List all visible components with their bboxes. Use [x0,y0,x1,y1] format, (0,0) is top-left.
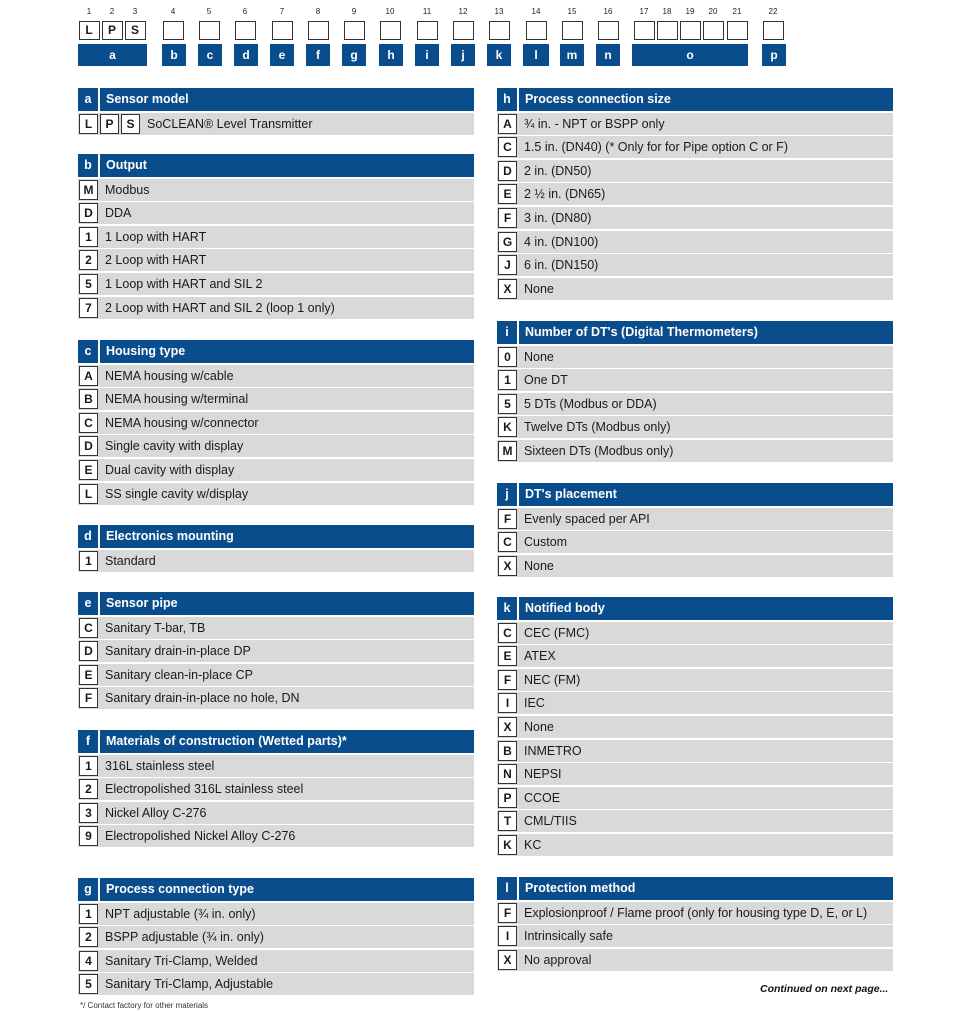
option-code: C [79,413,98,433]
option-row [497,136,893,158]
option-row [497,113,893,135]
option-row [78,640,474,662]
option-description: Twelve DTs (Modbus only) [524,420,671,435]
section-title: Output [106,158,147,172]
section-title: Electronics mounting [106,529,234,543]
option-description: None [524,719,554,734]
option-row [497,278,893,300]
option-code: C [498,623,517,643]
option-description: Sanitary Tri-Clamp, Welded [105,953,258,968]
option-description: None [524,281,554,296]
option-row [497,393,893,415]
option-row [497,622,893,644]
option-code: 1 [79,551,98,571]
option-code: 7 [79,298,98,318]
option-code: X [498,556,517,576]
position-number: 13 [494,7,504,16]
option-description: NEMA housing w/cable [105,368,234,383]
option-row [78,459,474,481]
option-code: C [498,532,517,552]
option-row [497,416,893,438]
option-row [497,555,893,577]
code-box [727,21,748,40]
code-box [344,21,365,40]
code-box [763,21,784,40]
section-letter: h [497,88,519,111]
section-title: Notified body [525,601,605,615]
option-code: M [498,441,517,461]
option-description: No approval [524,952,592,967]
option-code: I [498,926,517,946]
option-description: DDA [105,206,132,221]
code-box: S [125,21,146,40]
option-row [497,207,893,229]
option-description: Nickel Alloy C-276 [105,805,207,820]
position-number: 20 [708,7,718,16]
section-letter: a [78,88,100,111]
section-header [78,88,474,111]
option-description: 3 in. (DN80) [524,210,592,225]
code-box [453,21,474,40]
option-description: SoCLEAN® Level Transmitter [147,116,313,131]
section-letter: l [497,877,519,900]
position-number: 8 [315,7,321,16]
option-description: Sanitary drain-in-place DP [105,644,251,659]
option-description: CCOE [524,790,561,805]
section-header [78,525,474,548]
option-code: J [498,255,517,275]
code-letter-f: f [306,44,330,66]
code-box [526,21,547,40]
section-letter: c [78,340,100,363]
option-code: L [79,484,98,504]
option-description: 2 Loop with HART [105,253,207,268]
code-box [562,21,583,40]
option-row [497,740,893,762]
option-code: F [498,509,517,529]
option-code: N [498,764,517,784]
section-k [497,597,893,856]
option-row [497,949,893,971]
option-row [78,778,474,800]
option-description: 4 in. (DN100) [524,234,599,249]
code-box [680,21,701,40]
option-code: D [79,436,98,456]
option-description: Evenly spaced per API [524,511,650,526]
option-description: BSPP adjustable (¾ in. only) [105,930,264,945]
section-letter: g [78,878,100,901]
option-code: L [79,114,98,134]
option-description: 2 ½ in. (DN65) [524,187,606,202]
option-code: 5 [498,394,517,414]
code-box [417,21,438,40]
option-row [78,179,474,201]
option-description: Standard [105,553,156,568]
option-code: K [498,417,517,437]
option-code: K [498,835,517,855]
code-letter-h: h [379,44,403,66]
option-description: Modbus [105,182,150,197]
section-l [497,877,893,971]
position-number: 16 [603,7,613,16]
option-description: One DT [524,373,568,388]
option-code: E [498,646,517,666]
code-letter-d: d [234,44,258,66]
option-row [78,113,474,135]
code-box [308,21,329,40]
option-code: F [79,688,98,708]
position-number: 15 [567,7,577,16]
option-row [78,802,474,824]
option-row [78,388,474,410]
option-code: B [498,741,517,761]
section-header [497,483,893,506]
option-description: Sanitary drain-in-place no hole, DN [105,691,300,706]
option-row [78,365,474,387]
option-description: Dual cavity with display [105,462,235,477]
option-code: E [79,665,98,685]
section-title: Materials of construction (Wetted parts)* [106,734,347,748]
option-description: Sanitary Tri-Clamp, Adjustable [105,977,274,992]
option-code: D [498,161,517,181]
section-title: Process connection type [106,882,254,896]
code-box [634,21,655,40]
option-code: X [498,717,517,737]
option-row [497,183,893,205]
code-letter-p: p [762,44,786,66]
section-letter: j [497,483,519,506]
code-letter-o: o [632,44,748,66]
option-description: Electropolished 316L stainless steel [105,782,304,797]
option-description: KC [524,837,542,852]
section-f [78,730,474,847]
option-code: 1 [498,370,517,390]
section-title: DT's placement [525,487,617,501]
section-title: Sensor pipe [106,596,178,610]
option-description: Custom [524,535,568,550]
position-number: 9 [351,7,357,16]
order-code-strip [0,0,960,70]
option-description: NPT adjustable (¾ in. only) [105,906,256,921]
section-header [78,340,474,363]
section-b [78,154,474,319]
option-description: CML/TIIS [524,814,577,829]
option-description: Explosionproof / Flame proof (only for housing type D, E, or L) [524,905,868,920]
option-description: IEC [524,696,545,711]
option-code: 1 [79,227,98,247]
option-row [497,902,893,924]
option-row [78,226,474,248]
option-row [497,346,893,368]
position-number: 22 [768,7,778,16]
section-title: Sensor model [106,92,189,106]
option-row [497,645,893,667]
code-letter-a: a [78,44,147,66]
option-row [497,669,893,691]
option-row [78,926,474,948]
code-box [272,21,293,40]
position-number: 17 [639,7,649,16]
position-number: 14 [531,7,541,16]
section-header [497,597,893,620]
code-letter-k: k [487,44,511,66]
option-code: S [121,114,140,134]
section-h [497,88,893,300]
option-code: C [498,137,517,157]
code-letter-l: l [523,44,549,66]
option-description: 5 DTs (Modbus or DDA) [524,396,657,411]
option-code: 2 [79,779,98,799]
section-header [78,878,474,901]
option-row [497,787,893,809]
section-header [497,877,893,900]
option-row [78,903,474,925]
position-number: 2 [109,7,115,16]
option-row [78,273,474,295]
section-d [78,525,474,572]
option-description: None [524,558,554,573]
position-number: 4 [170,7,176,16]
section-title: Housing type [106,344,186,358]
position-number: 12 [458,7,468,16]
position-number: 11 [422,7,432,16]
option-row [78,483,474,505]
option-row [497,834,893,856]
position-number: 21 [732,7,742,16]
section-header [497,321,893,344]
option-description: 2 Loop with HART and SIL 2 (loop 1 only) [105,300,335,315]
section-title: Process connection size [525,92,671,106]
option-description: NEMA housing w/connector [105,415,259,430]
option-code: 1 [79,904,98,924]
option-row [78,950,474,972]
option-description: 1.5 in. (DN40) (* Only for for Pipe option C or F) [524,140,788,155]
code-letter-b: b [162,44,186,66]
code-box [657,21,678,40]
position-number: 7 [279,7,285,16]
option-description: ¾ in. - NPT or BSPP only [524,116,665,131]
code-box [163,21,184,40]
option-code: 0 [498,347,517,367]
section-j [497,483,893,577]
option-code: 2 [79,250,98,270]
option-code: 3 [79,803,98,823]
position-number: 3 [132,7,138,16]
option-code: F [498,670,517,690]
option-description: CEC (FMC) [524,625,590,640]
option-row [78,973,474,995]
position-number: 1 [86,7,92,16]
code-letter-e: e [270,44,294,66]
option-description: ATEX [524,649,556,664]
option-code: I [498,693,517,713]
option-code: C [79,618,98,638]
option-code: 1 [79,756,98,776]
option-code: B [79,389,98,409]
code-letter-n: n [596,44,620,66]
option-row [497,254,893,276]
option-row [497,369,893,391]
option-row [497,716,893,738]
option-code: 5 [79,974,98,994]
option-code: G [498,232,517,252]
option-row [497,440,893,462]
option-code: T [498,811,517,831]
code-letter-m: m [560,44,584,66]
option-row [78,550,474,572]
option-description: Intrinsically safe [524,929,613,944]
option-code: E [79,460,98,480]
option-row [78,617,474,639]
option-description: 6 in. (DN150) [524,258,599,273]
option-code: D [79,641,98,661]
option-row [78,202,474,224]
option-description: NEC (FM) [524,672,581,687]
section-i [497,321,893,462]
code-letter-g: g [342,44,366,66]
position-number: 18 [662,7,672,16]
code-box: P [102,21,123,40]
option-description: SS single cavity w/display [105,486,249,501]
position-number: 19 [685,7,695,16]
option-code: P [498,788,517,808]
code-letter-c: c [198,44,222,66]
section-c [78,340,474,505]
code-letter-i: i [415,44,439,66]
option-code: 2 [79,927,98,947]
option-row [78,755,474,777]
code-box: L [79,21,100,40]
option-row [78,687,474,709]
option-row [497,810,893,832]
option-description: 1 Loop with HART and SIL 2 [105,276,263,291]
option-row [497,763,893,785]
option-code: 9 [79,826,98,846]
continued-note: Continued on next page... [760,983,889,995]
option-description: 316L stainless steel [105,758,215,773]
section-title: Number of DT's (Digital Thermometers) [525,325,758,339]
option-code: F [498,208,517,228]
option-code: 4 [79,951,98,971]
position-number: 5 [206,7,212,16]
option-row [497,508,893,530]
code-box [235,21,256,40]
code-box [380,21,401,40]
option-code: F [498,903,517,923]
option-description: NEMA housing w/terminal [105,392,249,407]
option-description: INMETRO [524,743,582,758]
section-a [78,88,474,135]
option-row [78,664,474,686]
option-row [78,412,474,434]
option-description: Sixteen DTs (Modbus only) [524,443,674,458]
option-description: Sanitary T-bar, TB [105,620,206,635]
position-number: 6 [242,7,248,16]
option-row [78,825,474,847]
option-code: 5 [79,274,98,294]
section-letter: d [78,525,100,548]
option-row [497,160,893,182]
option-code: A [79,366,98,386]
option-description: Single cavity with display [105,439,244,454]
option-row [497,231,893,253]
option-row [497,531,893,553]
option-code: A [498,114,517,134]
option-code: E [498,184,517,204]
option-row [78,297,474,319]
option-code: P [100,114,119,134]
section-letter: i [497,321,519,344]
section-header [78,154,474,177]
option-code: X [498,950,517,970]
option-description: NEPSI [524,767,562,782]
option-description: 1 Loop with HART [105,229,207,244]
section-letter: k [497,597,519,620]
option-description: 2 in. (DN50) [524,163,592,178]
code-box [703,21,724,40]
option-row [497,925,893,947]
option-code: X [498,279,517,299]
footnote: */ Contact factory for other materials [80,1001,209,1010]
section-letter: f [78,730,100,753]
position-number: 10 [385,7,395,16]
option-row [78,249,474,271]
option-code: D [79,203,98,223]
option-description: Sanitary clean-in-place CP [105,667,253,682]
code-box [489,21,510,40]
section-letter: b [78,154,100,177]
code-box [199,21,220,40]
section-title: Protection method [525,881,636,895]
section-header [78,592,474,615]
code-letter-j: j [451,44,475,66]
option-row [78,435,474,457]
section-header [78,730,474,753]
option-description: Electropolished Nickel Alloy C-276 [105,829,296,844]
option-row [497,692,893,714]
option-description: None [524,349,554,364]
section-header [497,88,893,111]
code-box [598,21,619,40]
section-e [78,592,474,709]
section-g [78,878,474,995]
option-code: M [79,180,98,200]
section-letter: e [78,592,100,615]
